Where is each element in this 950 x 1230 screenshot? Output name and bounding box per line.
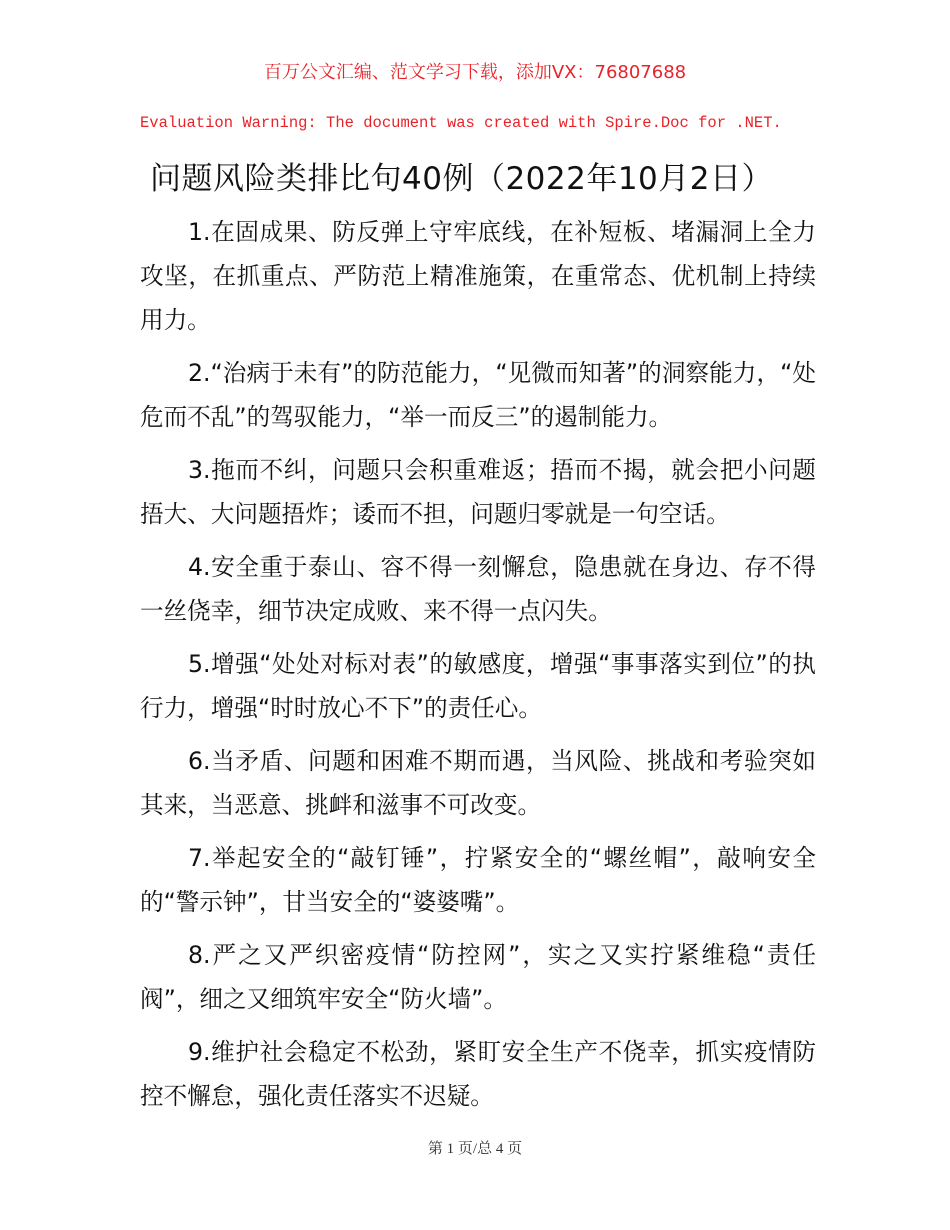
document-title: 问题风险类排比句40例（2022年10月2日） [150, 161, 774, 197]
paragraph-5: 5.增强“处处对标对表”的敏感度，增强“事事落实到位”的执行力，增强“时时放心不下”的责任心。 [140, 650, 816, 722]
evaluation-warning: Evaluation Warning: The document was created with Spire.Doc for .NET. [140, 114, 782, 132]
paragraph-4: 4.安全重于泰山、容不得一刻懈怠，隐患就在身边、存不得一丝侥幸，细节决定成败、来不得一点闪失。 [140, 553, 816, 625]
paragraph-9: 9.维护社会稳定不松劲，紧盯安全生产不侥幸，抓实疫情防控不懈怠，强化责任落实不迟疑。 [140, 1038, 816, 1110]
document-body [140, 210, 816, 1127]
paragraph-2: 2.“治病于未有”的防范能力，“见微而知著”的洞察能力，“处危而不乱”的驾驭能力，“举一而反三”的遏制能力。 [140, 359, 816, 431]
paragraph-8: 8.严之又严织密疫情“防控网”，实之又实拧紧维稳“责任阀”，细之又细筑牢安全“防火墙”。 [140, 941, 816, 1013]
paragraph-1: 1.在固成果、防反弹上守牢底线，在补短板、堵漏洞上全力攻坚，在抓重点、严防范上精准施策，在重常态、优机制上持续用力。 [140, 218, 816, 334]
promo-banner: 百万公文汇编、范文学习下载，添加VX：76807688 [263, 62, 687, 83]
page-footer: 第 1 页/总 4 页 [427, 1141, 523, 1157]
paragraph-3: 3.拖而不纠，问题只会积重难返；捂而不揭，就会把小问题捂大、大问题捂炸；诿而不担，问题归零就是一句空话。 [140, 456, 816, 528]
paragraph-6: 6.当矛盾、问题和困难不期而遇，当风险、挑战和考验突如其来，当恶意、挑衅和滋事不可改变。 [140, 747, 816, 819]
paragraph-7: 7.举起安全的“敲钉锤”，拧紧安全的“螺丝帽”，敲响安全的“警示钟”，甘当安全的“婆婆嘴”。 [140, 844, 816, 916]
